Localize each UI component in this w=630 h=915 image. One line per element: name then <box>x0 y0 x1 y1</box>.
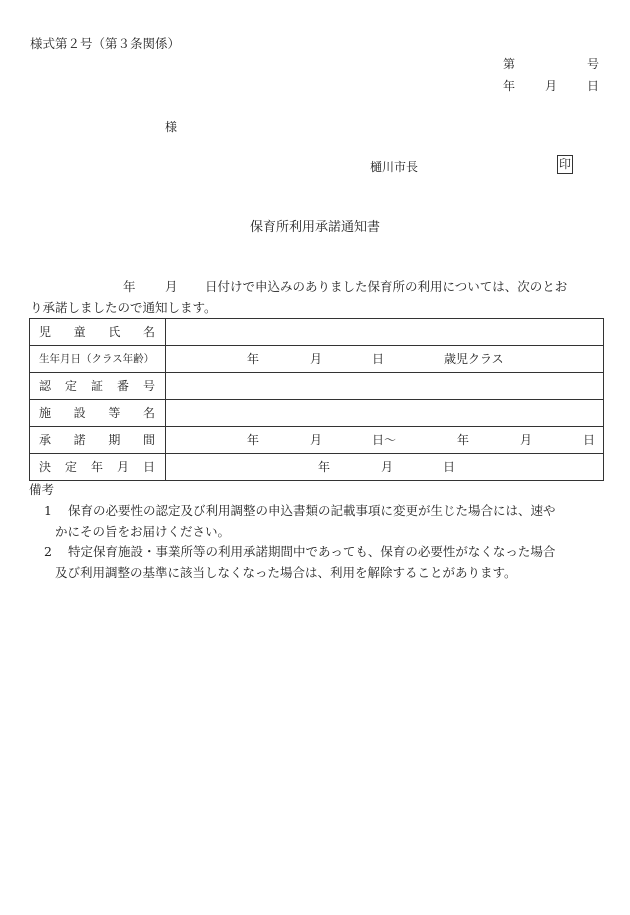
date-day-label: 日 <box>587 79 600 93</box>
value-decision-date <box>166 454 604 481</box>
value-certificate-number <box>166 373 604 400</box>
label-certificate-number: 認 定 証 番 号 <box>30 373 166 400</box>
decision-day: 日 <box>443 460 456 474</box>
class-age: 歳児クラス <box>444 352 504 366</box>
table-row <box>30 373 604 400</box>
body-line1: 日付けで申込みのありました保育所の利用については、次のとお <box>205 279 568 294</box>
period-end-day: 日 <box>583 433 596 447</box>
remark-2-line1: 特定保育施設・事業所等の利用承諾期間中であっても、保育の必要性がなくなった場合 <box>68 544 556 559</box>
remark-1-line2: かにその旨をお届けください。 <box>55 524 231 539</box>
remark-1-line1: 保育の必要性の認定及び利用調整の申込書類の記載事項に変更が生じた場合には、速や <box>68 503 556 518</box>
remark-1-number: 1 <box>44 503 52 518</box>
remark-2-line2: 及び利用調整の基準に該当しなくなった場合は、利用を解除することがあります。 <box>55 565 517 580</box>
date-month-label: 月 <box>545 79 558 93</box>
table-row <box>30 319 604 346</box>
label-approval-period: 承 諾 期 間 <box>30 427 166 454</box>
body-line2: り承諾しましたので通知します。 <box>30 300 217 315</box>
label-birthdate: 生年月日（クラス年齢） <box>30 346 166 373</box>
decision-month: 月 <box>381 460 394 474</box>
document-title: 保育所利用承諾通知書 <box>249 220 380 235</box>
period-start-day: 日～ <box>372 433 397 447</box>
form-number: 様式第２号（第３条関係） <box>30 36 181 51</box>
birth-year: 年 <box>247 352 260 366</box>
body-year-label: 年 <box>123 279 136 294</box>
period-start-month: 月 <box>310 433 323 447</box>
period-end-year: 年 <box>457 433 470 447</box>
label-child-name: 児 童 氏 名 <box>30 319 166 346</box>
info-table <box>29 318 604 481</box>
number-suffix: 号 <box>587 57 600 71</box>
value-child-name <box>166 319 604 346</box>
issuer-name: 樋川市長 <box>370 160 419 174</box>
period-start-year: 年 <box>247 433 260 447</box>
number-prefix: 第 <box>503 57 516 71</box>
label-facility-name: 施 設 等 名 <box>30 400 166 427</box>
value-approval-period <box>166 427 604 454</box>
period-end-month: 月 <box>520 433 533 447</box>
table-row <box>30 346 604 373</box>
table-row <box>30 427 604 454</box>
seal-mark: 印 <box>557 155 573 174</box>
body-month-label: 月 <box>165 279 178 294</box>
label-decision-date: 決 定 年 月 日 <box>30 454 166 481</box>
table-row <box>30 454 604 481</box>
table-row <box>30 400 604 427</box>
date-year-label: 年 <box>503 79 516 93</box>
value-birthdate <box>166 346 604 373</box>
remark-2-number: 2 <box>44 544 52 559</box>
birth-month: 月 <box>310 352 323 366</box>
birth-day: 日 <box>372 352 385 366</box>
recipient-honorific: 様 <box>165 120 178 134</box>
value-facility-name <box>166 400 604 427</box>
remarks-heading: 備考 <box>29 482 55 497</box>
decision-year: 年 <box>318 460 331 474</box>
